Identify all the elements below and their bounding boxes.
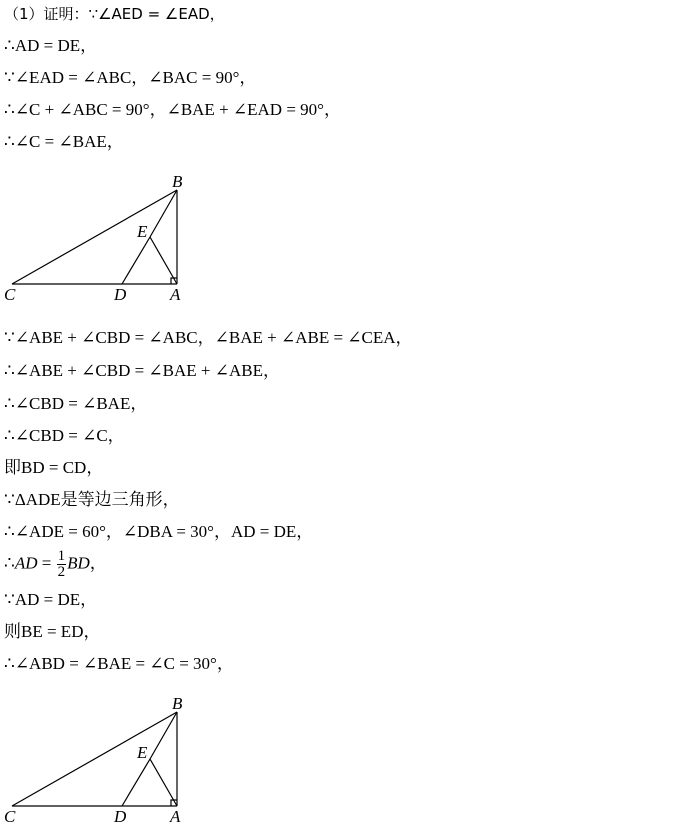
proof-line-16-text: ∴∠ABD = ∠BAE = ∠C = 30°， xyxy=(4,654,234,673)
segment-DE xyxy=(122,759,150,806)
proof-line-7 xyxy=(4,361,280,381)
proof-line-9 xyxy=(4,426,125,446)
proof-line-15 xyxy=(4,622,100,642)
label-A: A xyxy=(170,285,181,302)
proof-line-14-text: ∵AD = DE， xyxy=(4,590,98,609)
fraction-denominator: 2 xyxy=(57,564,66,580)
segment-EA xyxy=(150,237,177,284)
proof-line-3-text: ∵∠EAD = ∠ABC，∠BAC = 90°， xyxy=(4,68,257,87)
label-C: C xyxy=(4,285,16,302)
proof-line-1 xyxy=(4,4,225,24)
fraction-one-half xyxy=(57,549,67,580)
proof-line-11-text: ∵ΔADE是等边三角形， xyxy=(4,490,180,509)
segment-DE xyxy=(122,237,150,284)
proof-line-12-text: ∴∠ADE = 60°，∠DBA = 30°，AD = DE， xyxy=(4,522,314,541)
proof-line-13-prefix: ∴AD = xyxy=(4,553,56,573)
label-E: E xyxy=(137,743,148,762)
proof-line-10 xyxy=(4,458,103,478)
proof-line-4 xyxy=(4,100,341,120)
fraction-numerator: 1 xyxy=(57,548,66,564)
segment-CB xyxy=(12,712,177,806)
proof-line-5 xyxy=(4,132,124,152)
proof-line-12 xyxy=(4,522,313,542)
proof-line-5-text: ∴∠C = ∠BAE， xyxy=(4,132,124,151)
proof-line-1-text: （1）证明：∵∠AED = ∠EAD， xyxy=(4,5,225,23)
label-D: D xyxy=(114,285,127,302)
proof-line-7-text: ∴∠ABE + ∠CBD = ∠BAE + ∠ABE， xyxy=(4,361,281,380)
segment-CB xyxy=(12,190,177,284)
label-B: B xyxy=(172,694,183,713)
label-C: C xyxy=(4,807,16,826)
proof-line-2 xyxy=(4,36,97,56)
proof-line-6-text: ∵∠ABE + ∠CBD = ∠ABC，∠BAE + ∠ABE = ∠CEA， xyxy=(4,328,413,347)
triangle-figure-2 xyxy=(0,694,684,826)
label-D: D xyxy=(114,807,127,826)
proof-line-10-text: 即BD = CD， xyxy=(4,458,104,477)
proof-line-11 xyxy=(4,490,180,510)
proof-line-8 xyxy=(4,394,147,414)
proof-line-14 xyxy=(4,590,97,610)
proof-line-8-text: ∴∠CBD = ∠BAE， xyxy=(4,394,148,413)
proof-line-13-suffix: BD， xyxy=(67,553,107,573)
proof-line-16 xyxy=(4,654,234,674)
proof-line-2-text: ∴AD = DE， xyxy=(4,36,98,55)
proof-line-6 xyxy=(4,328,413,348)
proof-line-15-text: 则BE = ED， xyxy=(4,622,101,641)
proof-line-13 xyxy=(4,549,107,580)
proof-line-9-text: ∴∠CBD = ∠C， xyxy=(4,426,125,445)
segment-EA xyxy=(150,759,177,806)
label-E: E xyxy=(137,222,148,241)
label-A: A xyxy=(170,807,181,826)
proof-line-4-text: ∴∠C + ∠ABC = 90°，∠BAE + ∠EAD = 90°， xyxy=(4,100,341,119)
proof-line-3 xyxy=(4,68,256,88)
triangle-figure-1 xyxy=(0,172,684,302)
label-B: B xyxy=(172,172,183,191)
